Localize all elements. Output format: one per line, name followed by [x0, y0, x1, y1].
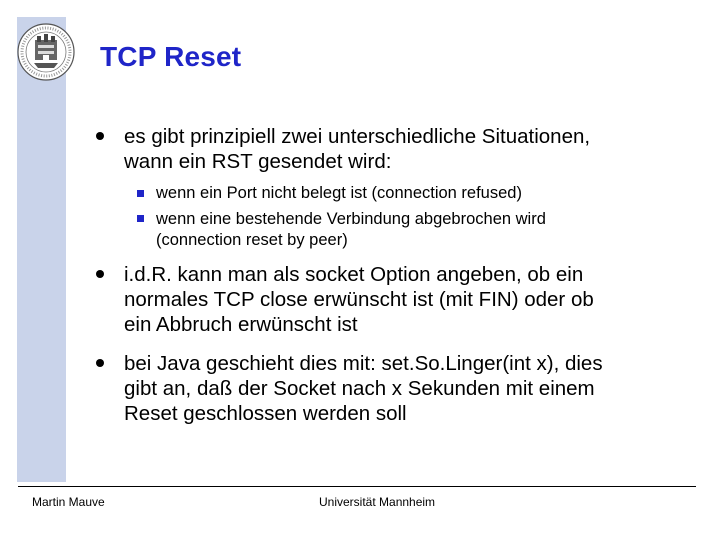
bullet-3-line-1: bei Java geschieht dies mit: set.So.Linger(int x), dies: [124, 352, 603, 375]
slide-title: TCP Reset: [100, 41, 242, 72]
footer-institution: Universität Mannheim: [319, 495, 436, 509]
round-bullet-icon: [96, 359, 104, 367]
bullet-2-line-3: ein Abbruch erwünscht ist: [124, 313, 358, 336]
sub-bullet-1-text: [156, 183, 676, 204]
bullet-3-line-2: gibt an, daß der Socket nach x Sekunden mit einem: [124, 377, 595, 400]
bullet-2-text: [124, 262, 694, 337]
university-seal-icon: [16, 22, 76, 82]
sub-bullet-2-line-2: (connection reset by peer): [156, 231, 348, 249]
square-bullet-icon: [137, 190, 144, 197]
footer-divider: [18, 486, 696, 487]
bullet-1-text: [124, 124, 694, 174]
round-bullet-icon: [96, 270, 104, 278]
bullet-1-line-1: es gibt prinzipiell zwei unterschiedliche Situationen,: [124, 125, 591, 148]
side-bar: [17, 17, 66, 482]
bullet-1-line-2: wann ein RST gesendet wird:: [124, 150, 392, 173]
footer-author: Martin Mauve: [32, 495, 105, 509]
bullet-2-line-2: normales TCP close erwünscht ist (mit FIN) oder ob: [124, 288, 594, 311]
bullet-3-text: [124, 351, 694, 426]
sub-bullet-2-line-1: wenn eine bestehende Verbindung abgebrochen wird: [156, 210, 546, 228]
round-bullet-icon: [96, 132, 104, 140]
square-bullet-icon: [137, 215, 144, 222]
bullet-3-line-3: Reset geschlossen werden soll: [124, 402, 407, 425]
sub-bullet-2-text: [156, 209, 676, 251]
bullet-2-line-1: i.d.R. kann man als socket Option angeben, ob ein: [124, 263, 584, 286]
sub-bullet-1-line-1: wenn ein Port nicht belegt ist (connection refused): [156, 184, 522, 202]
